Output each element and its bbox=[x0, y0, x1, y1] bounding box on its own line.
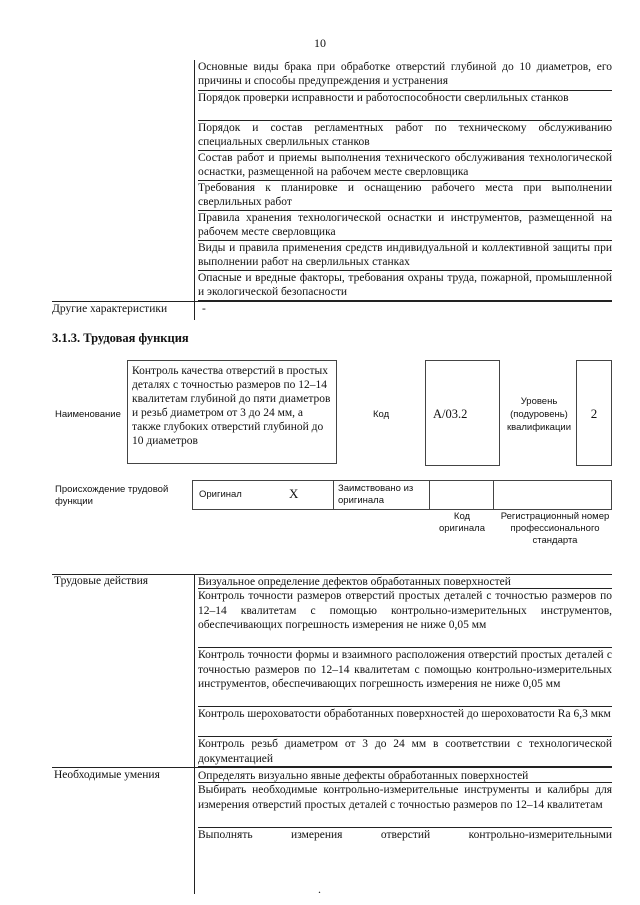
origin-label: Происхождение трудовой функции bbox=[55, 484, 169, 507]
name-label: Наименование bbox=[55, 409, 121, 420]
row-separator bbox=[52, 767, 612, 768]
original-label: Оригинал bbox=[199, 489, 242, 500]
knowledge-table-continuation bbox=[52, 60, 612, 320]
level-box bbox=[576, 360, 612, 466]
table-row: Порядок проверки исправности и работоспособности сверлильных станков bbox=[198, 91, 612, 121]
table-row: Контроль точности формы и взаимного расположения отверстий простых деталей с точностью размеров по 12–14 квалитетам с помощью контрольно-измерительных инструментов, обеспечивающих погрешность измерения не ниже 0,05 мм bbox=[198, 648, 612, 707]
table-row: Порядок и состав регламентных работ по техническому обслуживанию специальных сверлильных станков bbox=[198, 121, 612, 151]
table-row: Основные виды брака при обработке отверстий глубиной до 10 диаметров, его причины и способы предупреждения и устранения bbox=[198, 60, 612, 91]
skills-label: Необходимые умения bbox=[54, 769, 160, 781]
table-row: Состав работ и приемы выполнения технического обслуживания технологической оснастки, размещенной на рабочем месте сверловщика bbox=[198, 151, 612, 181]
table-row: Правила хранения технологической оснастки и инструментов, размещенной на рабочем месте сверловщика bbox=[198, 211, 612, 241]
table-row: Визуальное определение дефектов обработанных поверхностей bbox=[198, 575, 612, 589]
level-value: 2 bbox=[590, 406, 598, 421]
original-mark: X bbox=[289, 486, 299, 501]
table-row: Выполнять измерения отверстий контрольно-измерительными bbox=[198, 829, 612, 841]
table-row: Контроль точности размеров отверстий простых деталей с точностью размеров по 12–14 квалитетам с помощью контрольно-измерительных инструментов, обеспечивающих погрешность измерения не ниже 0,05 мм bbox=[198, 589, 612, 648]
table-row: Определять визуально явные дефекты обработанных поверхностей bbox=[198, 769, 612, 783]
table-row: Требования к планировке и оснащению рабочего места при выполнении сверлильных работ bbox=[198, 181, 612, 211]
cell-divider bbox=[429, 481, 430, 509]
table-row: Контроль шероховатости обработанных поверхностей до шероховатости Ra 6,3 мкм bbox=[198, 707, 612, 737]
table-row: Выбирать необходимые контрольно-измерительные инструменты и калибры для измерения отверстий простых деталей с точностью размеров по 12–14 квалитетам bbox=[198, 783, 612, 828]
code-original-caption: Код оригинала bbox=[438, 511, 485, 534]
footer-mark: . bbox=[318, 882, 321, 896]
table-row: Контроль резьб диаметром от 3 до 24 мм в соответствии с технологической документацией bbox=[198, 737, 612, 767]
column-divider bbox=[194, 574, 195, 894]
row-separator bbox=[52, 301, 612, 302]
function-name-box: Контроль качества отверстий в простых деталях с точностью размеров по 12–14 квалитетам глубиной до пяти диаметров и резьб диаметром от 3 до 24 мм, а также глубоких отверстий глубиной до 10 диаметров bbox=[127, 360, 337, 464]
cell-divider bbox=[333, 481, 334, 509]
origin-row bbox=[192, 480, 612, 510]
labor-table bbox=[52, 574, 612, 894]
labor-actions-label: Трудовые действия bbox=[54, 575, 149, 587]
code-box bbox=[425, 360, 500, 466]
table-row: Опасные и вредные факторы, требования охраны труда, пожарной, промышленной и экологической безопасности bbox=[198, 271, 612, 301]
page-number: 10 bbox=[314, 36, 326, 50]
table-row: Виды и правила применения средств индивидуальной и коллективной защиты при выполнении работ на сверлильных станках bbox=[198, 241, 612, 271]
other-characteristics-label: Другие характеристики bbox=[52, 303, 168, 315]
other-characteristics-value: - bbox=[202, 303, 206, 315]
code-label: Код bbox=[373, 409, 390, 420]
level-label: Уровень (подуровень) квалификации bbox=[506, 396, 572, 433]
column-divider bbox=[194, 60, 195, 320]
reg-number-caption: Регистрационный номер профессионального стандарта bbox=[500, 511, 610, 546]
section-heading: 3.1.3. Трудовая функция bbox=[52, 331, 189, 345]
cell-divider bbox=[493, 481, 494, 509]
code-value: A/03.2 bbox=[433, 407, 468, 421]
borrowed-label: Заимствовано из оригинала bbox=[338, 483, 414, 506]
